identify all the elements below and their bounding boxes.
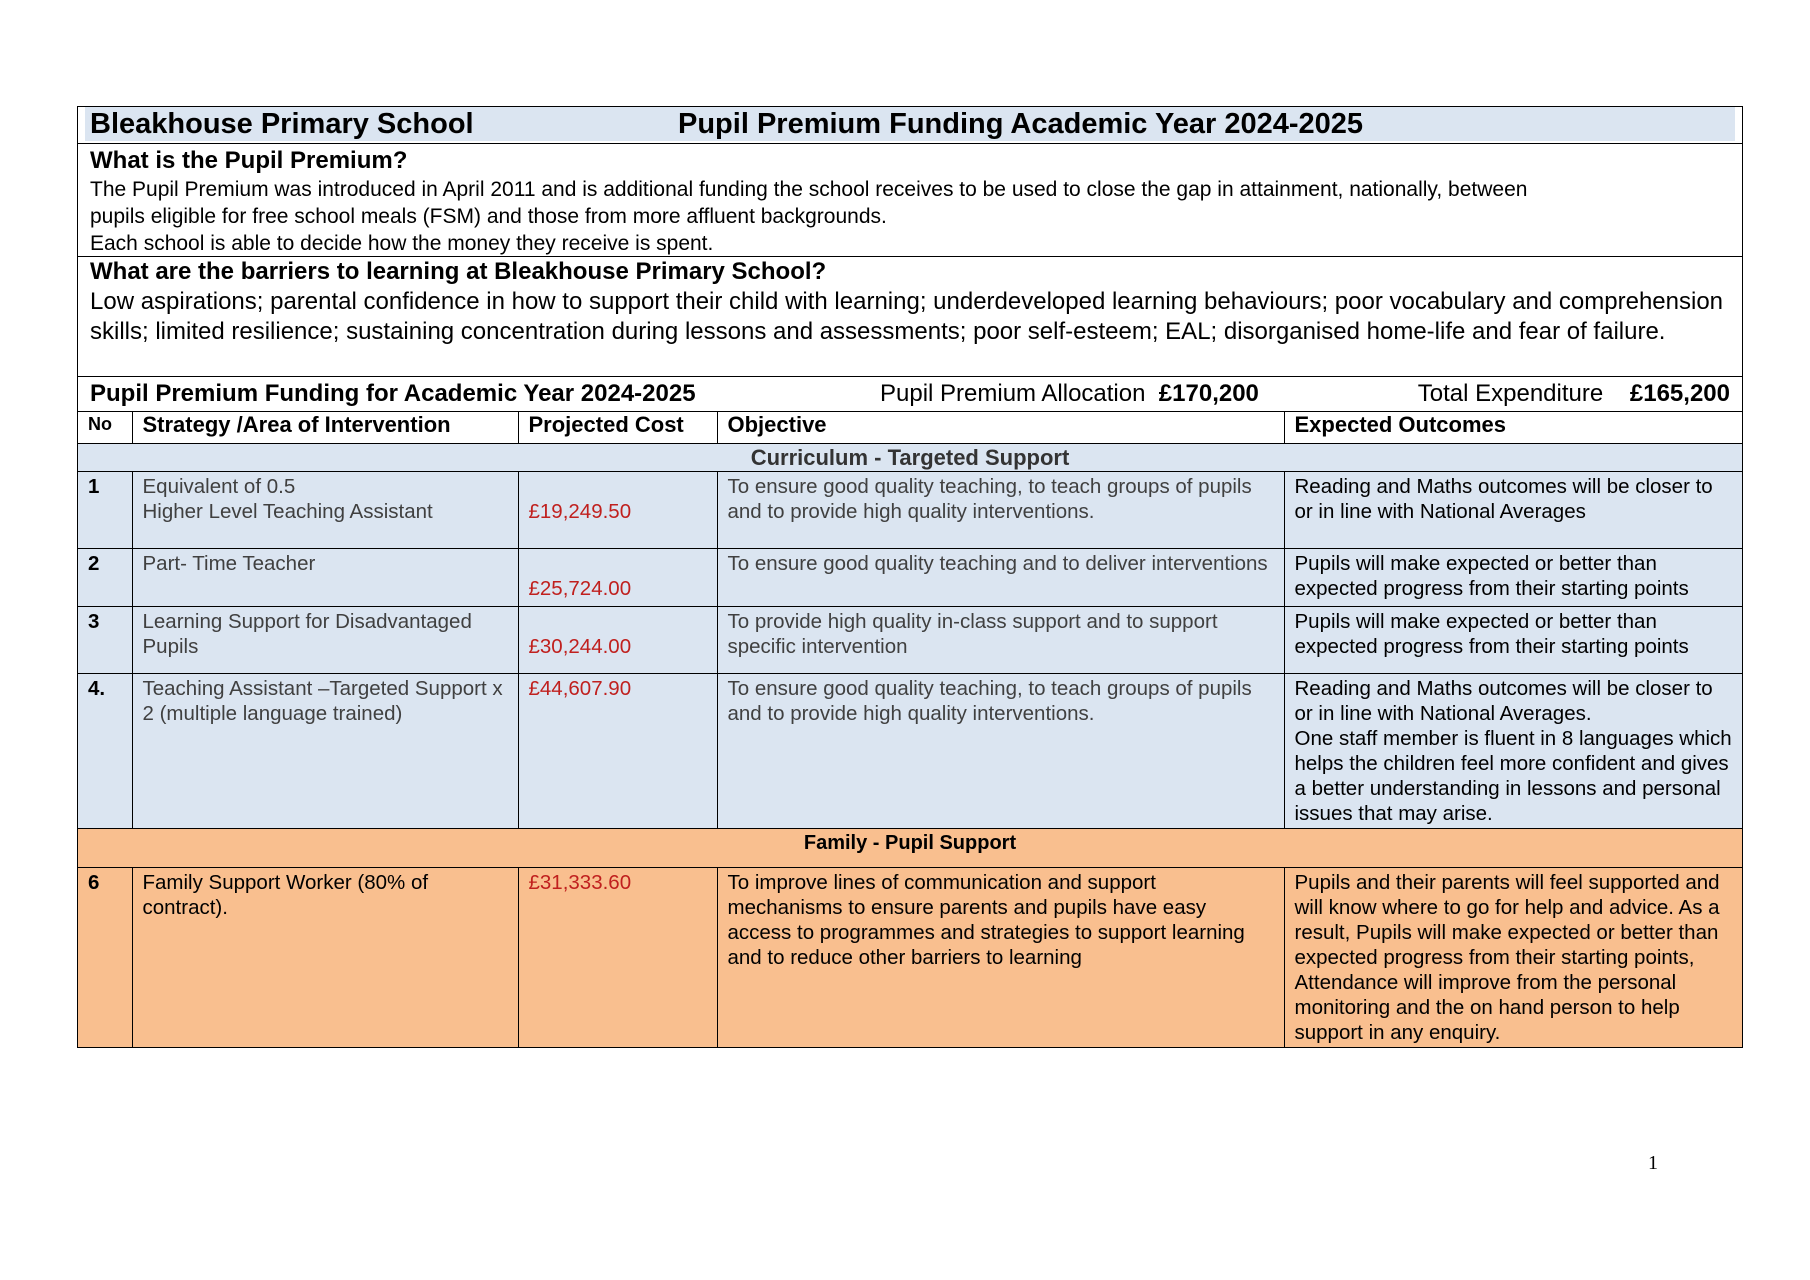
- school-name: Bleakhouse Primary School: [90, 107, 474, 140]
- intro-section: [78, 144, 1742, 257]
- row-outcome: Reading and Maths outcomes will be closer to or in line with National Averages: [1284, 472, 1742, 549]
- row-objective: To ensure good quality teaching and to deliver interventions: [717, 549, 1284, 607]
- row-objective: To ensure good quality teaching, to teach groups of pupils and to provide high quality interventions.: [717, 674, 1284, 829]
- expenditure-value: £165,200: [1629, 380, 1730, 407]
- row-strategy: Learning Support for Disadvantaged Pupils: [132, 607, 518, 674]
- funding-summary: [78, 377, 1742, 412]
- page-number: 1: [1648, 1152, 1658, 1174]
- intro-line-2: pupils eligible for free school meals (FSM) and those from more affluent backgrounds.: [90, 205, 887, 228]
- row-strategy: Teaching Assistant –Targeted Support x 2 (multiple language trained): [132, 674, 518, 829]
- allocation: [880, 380, 1350, 408]
- row-outcome: Pupils will make expected or better than expected progress from their starting points: [1284, 607, 1742, 674]
- col-header-outcomes: Expected Outcomes: [1284, 412, 1742, 444]
- row-cost: £31,333.60: [518, 868, 717, 1048]
- row-strategy: Part- Time Teacher: [132, 549, 518, 607]
- col-header-cost: Projected Cost: [518, 412, 717, 444]
- row-no: 6: [78, 868, 132, 1048]
- row-no: 2: [78, 549, 132, 607]
- barriers-text: Low aspirations; parental confidence in how to support their child with learning; underdeveloped learning behaviours; poor vocabulary and comprehension skills; limited resilience; sustaining concentration during lessons and assessments; poor self-esteem; EAL; disorganised home-life and fear of failure.: [90, 288, 1724, 345]
- row-cost: £19,249.50: [518, 472, 717, 549]
- row-objective: To provide high quality in-class support and to support specific intervention: [717, 607, 1284, 674]
- expenditure-label: Total Expenditure: [1417, 380, 1604, 407]
- row-outcome: [1284, 674, 1742, 829]
- row-no: 4.: [78, 674, 132, 829]
- table-row: [78, 868, 1742, 1048]
- col-header-objective: Objective: [717, 412, 1284, 444]
- row-strategy: [132, 472, 518, 549]
- table-row: [78, 472, 1742, 549]
- row-no: 3: [78, 607, 132, 674]
- allocation-value: £170,200: [1158, 380, 1259, 407]
- section-curriculum-label: Curriculum - Targeted Support: [78, 444, 1742, 472]
- row-cost: £44,607.90: [518, 674, 717, 829]
- expenditure: [1350, 380, 1730, 408]
- intro-line-1: The Pupil Premium was introduced in April 2011 and is additional funding the school receives to be used to close the gap in attainment, nationally, between: [90, 178, 1528, 201]
- intervention-table-wrap: [78, 412, 1742, 1047]
- row-objective: To ensure good quality teaching, to teach groups of pupils and to provide high quality interventions.: [717, 472, 1284, 549]
- pupil-premium-document: [77, 106, 1743, 1048]
- row-outcome-line-2: One staff member is fluent in 8 languages which helps the children feel more confident and gives a better understanding in lessons and personal issues that may arise.: [1294, 727, 1732, 825]
- document-title: Pupil Premium Funding Academic Year 2024-2025: [678, 107, 1363, 140]
- funding-title: Pupil Premium Funding for Academic Year 2024-2025: [90, 380, 696, 407]
- section-family-label: Family - Pupil Support: [78, 829, 1742, 868]
- row-outcome-line-1: Reading and Maths outcomes will be closer to or in line with National Averages.: [1294, 677, 1713, 725]
- row-cost: £25,724.00: [518, 549, 717, 607]
- barriers-section: [78, 257, 1742, 377]
- row-objective: To improve lines of communication and support mechanisms to ensure parents and pupils have easy access to programmes and strategies to support learning and to reduce other barriers to learning: [717, 868, 1284, 1048]
- row-no: 1: [78, 472, 132, 549]
- barriers-heading: What are the barriers to learning at Bleakhouse Primary School?: [90, 258, 827, 285]
- intervention-table: [78, 412, 1742, 1047]
- col-header-strategy: Strategy /Area of Intervention: [132, 412, 518, 444]
- col-header-no: No: [78, 412, 132, 444]
- section-curriculum: [78, 444, 1742, 472]
- intro-line-3: Each school is able to decide how the money they receive is spent.: [90, 232, 714, 255]
- row-strategy-line-1: Equivalent of 0.5: [142, 475, 296, 498]
- intro-heading: What is the Pupil Premium?: [90, 147, 408, 174]
- table-header-row: [78, 412, 1742, 444]
- allocation-label: Pupil Premium Allocation: [880, 380, 1146, 407]
- section-family: [78, 829, 1742, 868]
- table-row: [78, 607, 1742, 674]
- table-row: [78, 549, 1742, 607]
- row-strategy-line-2: Higher Level Teaching Assistant: [142, 500, 433, 523]
- row-outcome: Pupils will make expected or better than expected progress from their starting points: [1284, 549, 1742, 607]
- row-outcome: Pupils and their parents will feel supported and will know where to go for help and advice. As a result, Pupils will make expected or better than expected progress from their starting points, Attendance will improve from the personal monitoring and the on hand person to help support in any enquiry.: [1284, 868, 1742, 1048]
- document-header: [78, 107, 1742, 144]
- table-row: [78, 674, 1742, 829]
- row-cost: £30,244.00: [518, 607, 717, 674]
- row-strategy: Family Support Worker (80% of contract).: [132, 868, 518, 1048]
